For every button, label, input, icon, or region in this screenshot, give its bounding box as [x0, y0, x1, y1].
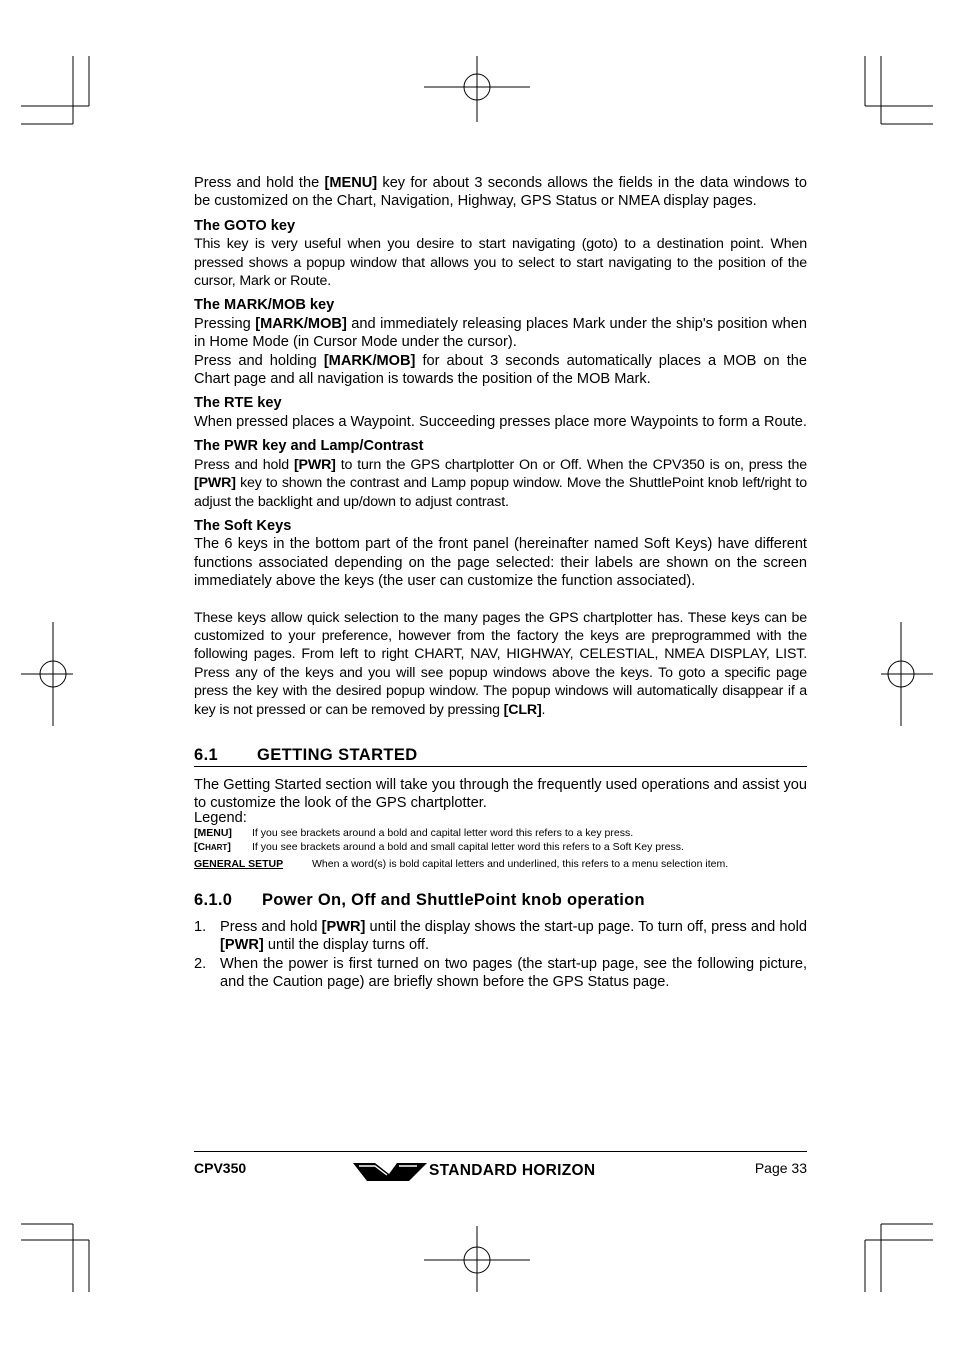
goto-heading: The GOTO key: [194, 217, 296, 234]
soft-keys-paragraph: The 6 keys in the bottom part of the front panel (hereinafter named Soft Keys) have different functions associated depending on the page selected: their labels are shown on the screen immediately above the keys (the user can customize the function associated).: [194, 536, 807, 590]
pwr-paragraph: Press and hold [PWR] to turn the GPS chartplotter On or Off. When the CPV350 is on, press the [PWR] key to shown the contrast and Lamp popup window. Move the ShuttlePoint knob left/right to adjust the backlight and up/down to adjust contrast.: [194, 456, 807, 510]
soft-keys-heading: The Soft Keys: [194, 517, 292, 534]
section-heading: 6.1 GETTING STARTED: [194, 745, 807, 767]
rte-paragraph: When pressed places a Waypoint. Succeeding presses place more Waypoints to form a Route.: [194, 413, 807, 430]
page-number: Page 33: [754, 1160, 807, 1176]
mark-heading: The MARK/MOB key: [194, 297, 335, 314]
section-paragraph: The Getting Started section will take you through the frequently used operations and assist you to customize the look of the GPS chartplotter.: [194, 776, 807, 812]
legend-item: GENERAL SETUP When a word(s) is bold capital letters and underlined, this refers to a menu selection item.: [194, 857, 729, 870]
intro-paragraph: Press and hold the [MENU] key for about 3 seconds allows the fields in the data windows to be customized on the Chart, Navigation, Highway, GPS Status or NMEA display pages.: [194, 175, 807, 210]
rte-heading: The RTE key: [194, 395, 282, 412]
goto-paragraph: This key is very useful when you desire to start navigating (goto) to a destination point. When pressed shows a popup window that allows you to select to start navigating to the position of the cursor, Mark or Route.: [194, 236, 807, 290]
page-footer: [194, 1151, 807, 1179]
brand-wave-icon: [353, 1160, 429, 1184]
pwr-heading: The PWR key and Lamp/Contrast: [194, 438, 424, 455]
legend-title: Legend:: [194, 809, 247, 826]
mark-paragraph-2: Press and holding [MARK/MOB] for about 3 seconds automatically places a MOB on the Chart page and all navigation is towards the position of the MOB Mark.: [194, 352, 807, 388]
subsection-heading: 6.1.0 Power On, Off and ShuttlePoint knob operation: [194, 890, 645, 909]
brand-logo: [353, 1160, 649, 1184]
steps-list: [194, 918, 807, 992]
soft-keys-paragraph-2: These keys allow quick selection to the many pages the GPS chartplotter has. These keys can be customized to your preference, however from the factory the keys are preprogrammed with the following pages. From left to right CHART, NAV, HIGHWAY, CELESTIAL, NMEA DISPLAY, LIST. Press any of the keys and you will see popup windows above the keys. To goto a specific page press the key with the desired popup window. The popup windows will automatically disappear if a key is not pressed or can be removed by pressing [CLR].: [194, 609, 807, 718]
list-item: 1. Press and hold [PWR] until the display shows the start-up page. To turn off, press and hold [PWR] until the display turns off.: [194, 918, 807, 954]
list-item: 2. When the power is first turned on two pages (the start-up page, see the following picture, and the Caution page) are briefly shown before the GPS Status page.: [194, 955, 807, 990]
page-content: [194, 174, 807, 991]
footer-model: CPV350: [194, 1160, 247, 1176]
mark-paragraph-1: Pressing [MARK/MOB] and immediately releasing places Mark under the ship's position when in Home Mode (in Cursor Mode under the cursor).: [194, 315, 807, 351]
legend-item: [MENU] If you see brackets around a bold and capital letter word this refers to a key press.: [194, 826, 634, 839]
legend-item: [CHART] If you see brackets around a bold and small capital letter word this refers to a Soft Key press.: [194, 840, 684, 853]
brand-name: STANDARD HORIZON: [429, 1162, 596, 1179]
